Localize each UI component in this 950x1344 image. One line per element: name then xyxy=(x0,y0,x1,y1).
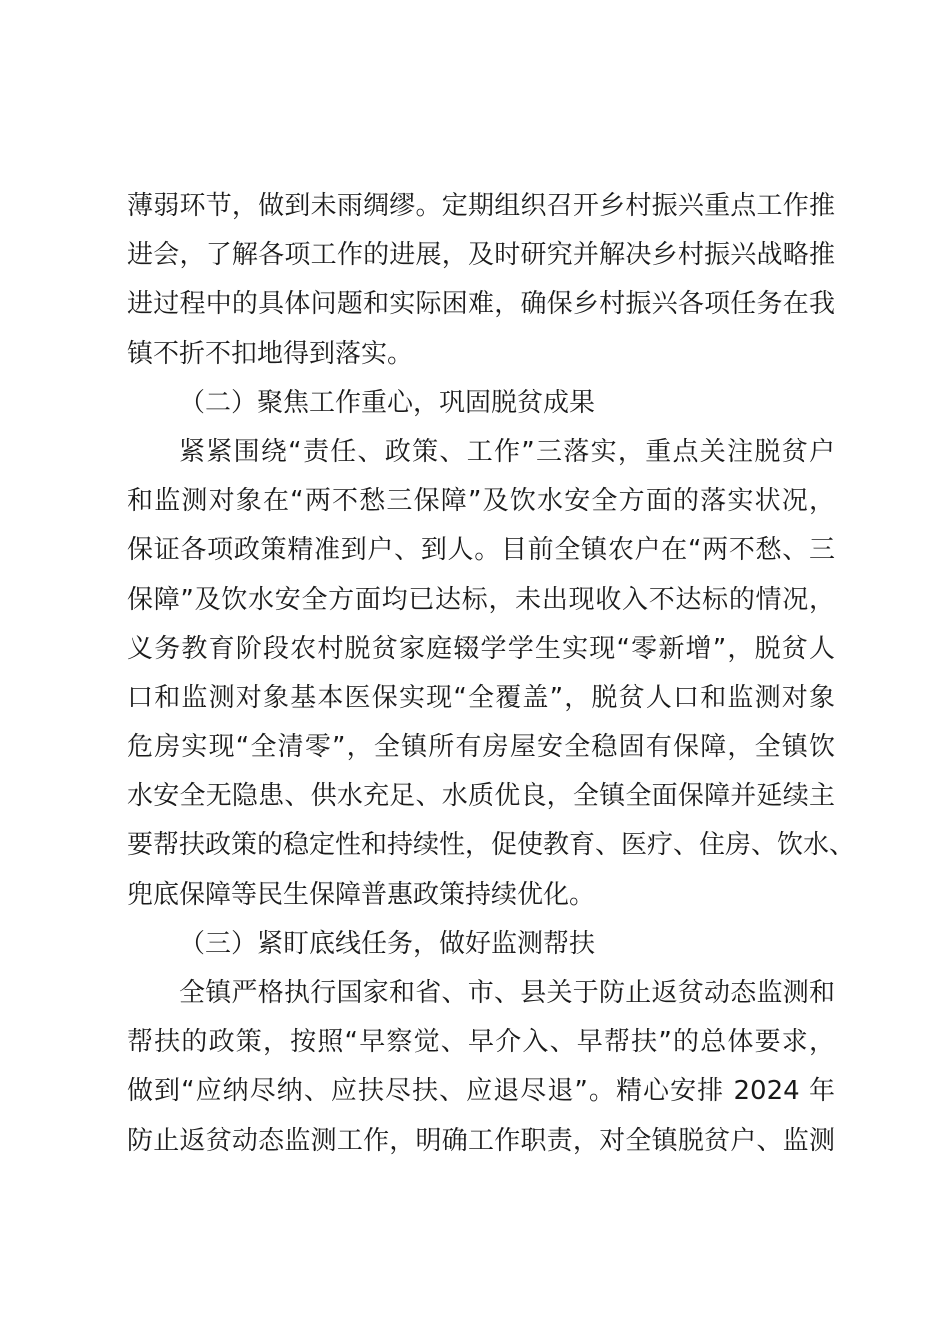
body-line: 危房实现“全清零”，全镇所有房屋安全稳固有保障，全镇饮 xyxy=(127,732,835,763)
body-line: 帮扶的政策，按照“早察觉、早介入、早帮扶”的总体要求， xyxy=(127,1027,835,1058)
body-line: 义务教育阶段农村脱贫家庭辍学学生实现“零新增”，脱贫人 xyxy=(127,633,835,664)
paragraph-first-line: 紧紧围绕“责任、政策、工作”三落实，重点关注脱贫户 xyxy=(179,436,835,467)
body-line: 和监测对象在“两不愁三保障”及饮水安全方面的落实状况， xyxy=(127,486,835,517)
body-line: 保证各项政策精准到户、到人。目前全镇农户在“两不愁、三 xyxy=(127,535,835,566)
paragraph-end-line: 兜底保障等民生保障普惠政策持续优化。 xyxy=(127,879,596,910)
body-line: 防止返贫动态监测工作，明确工作职责，对全镇脱贫户、监测 xyxy=(127,1125,835,1156)
body-line: 水安全无隐患、供水充足、水质优良，全镇全面保障并延续主 xyxy=(127,781,835,812)
section-heading-2: （二）聚焦工作重心，巩固脱贫成果 xyxy=(179,387,596,418)
body-line: 口和监测对象基本医保实现“全覆盖”，脱贫人口和监测对象 xyxy=(127,682,835,713)
body-line: 进过程中的具体问题和实际困难，确保乡村振兴各项任务在我 xyxy=(127,289,835,320)
body-line: 保障”及饮水安全方面均已达标，未出现收入不达标的情况， xyxy=(127,584,835,615)
body-line: 进会，了解各项工作的进展，及时研究并解决乡村振兴战略推 xyxy=(127,240,835,271)
body-line: 做到“应纳尽纳、应扶尽扶、应退尽退”。精心安排 2024 年 xyxy=(127,1076,835,1107)
section-heading-3: （三）紧盯底线任务，做好监测帮扶 xyxy=(179,928,596,959)
body-line: 要帮扶政策的稳定性和持续性，促使教育、医疗、住房、饮水、 xyxy=(127,830,856,861)
paragraph-first-line: 全镇严格执行国家和省、市、县关于防止返贫动态监测和 xyxy=(179,978,835,1008)
paragraph-end-line: 镇不折不扣地得到落实。 xyxy=(127,338,414,369)
body-line: 薄弱环节，做到未雨绸缪。定期组织召开乡村振兴重点工作推 xyxy=(127,191,835,221)
document-body xyxy=(127,182,856,1166)
